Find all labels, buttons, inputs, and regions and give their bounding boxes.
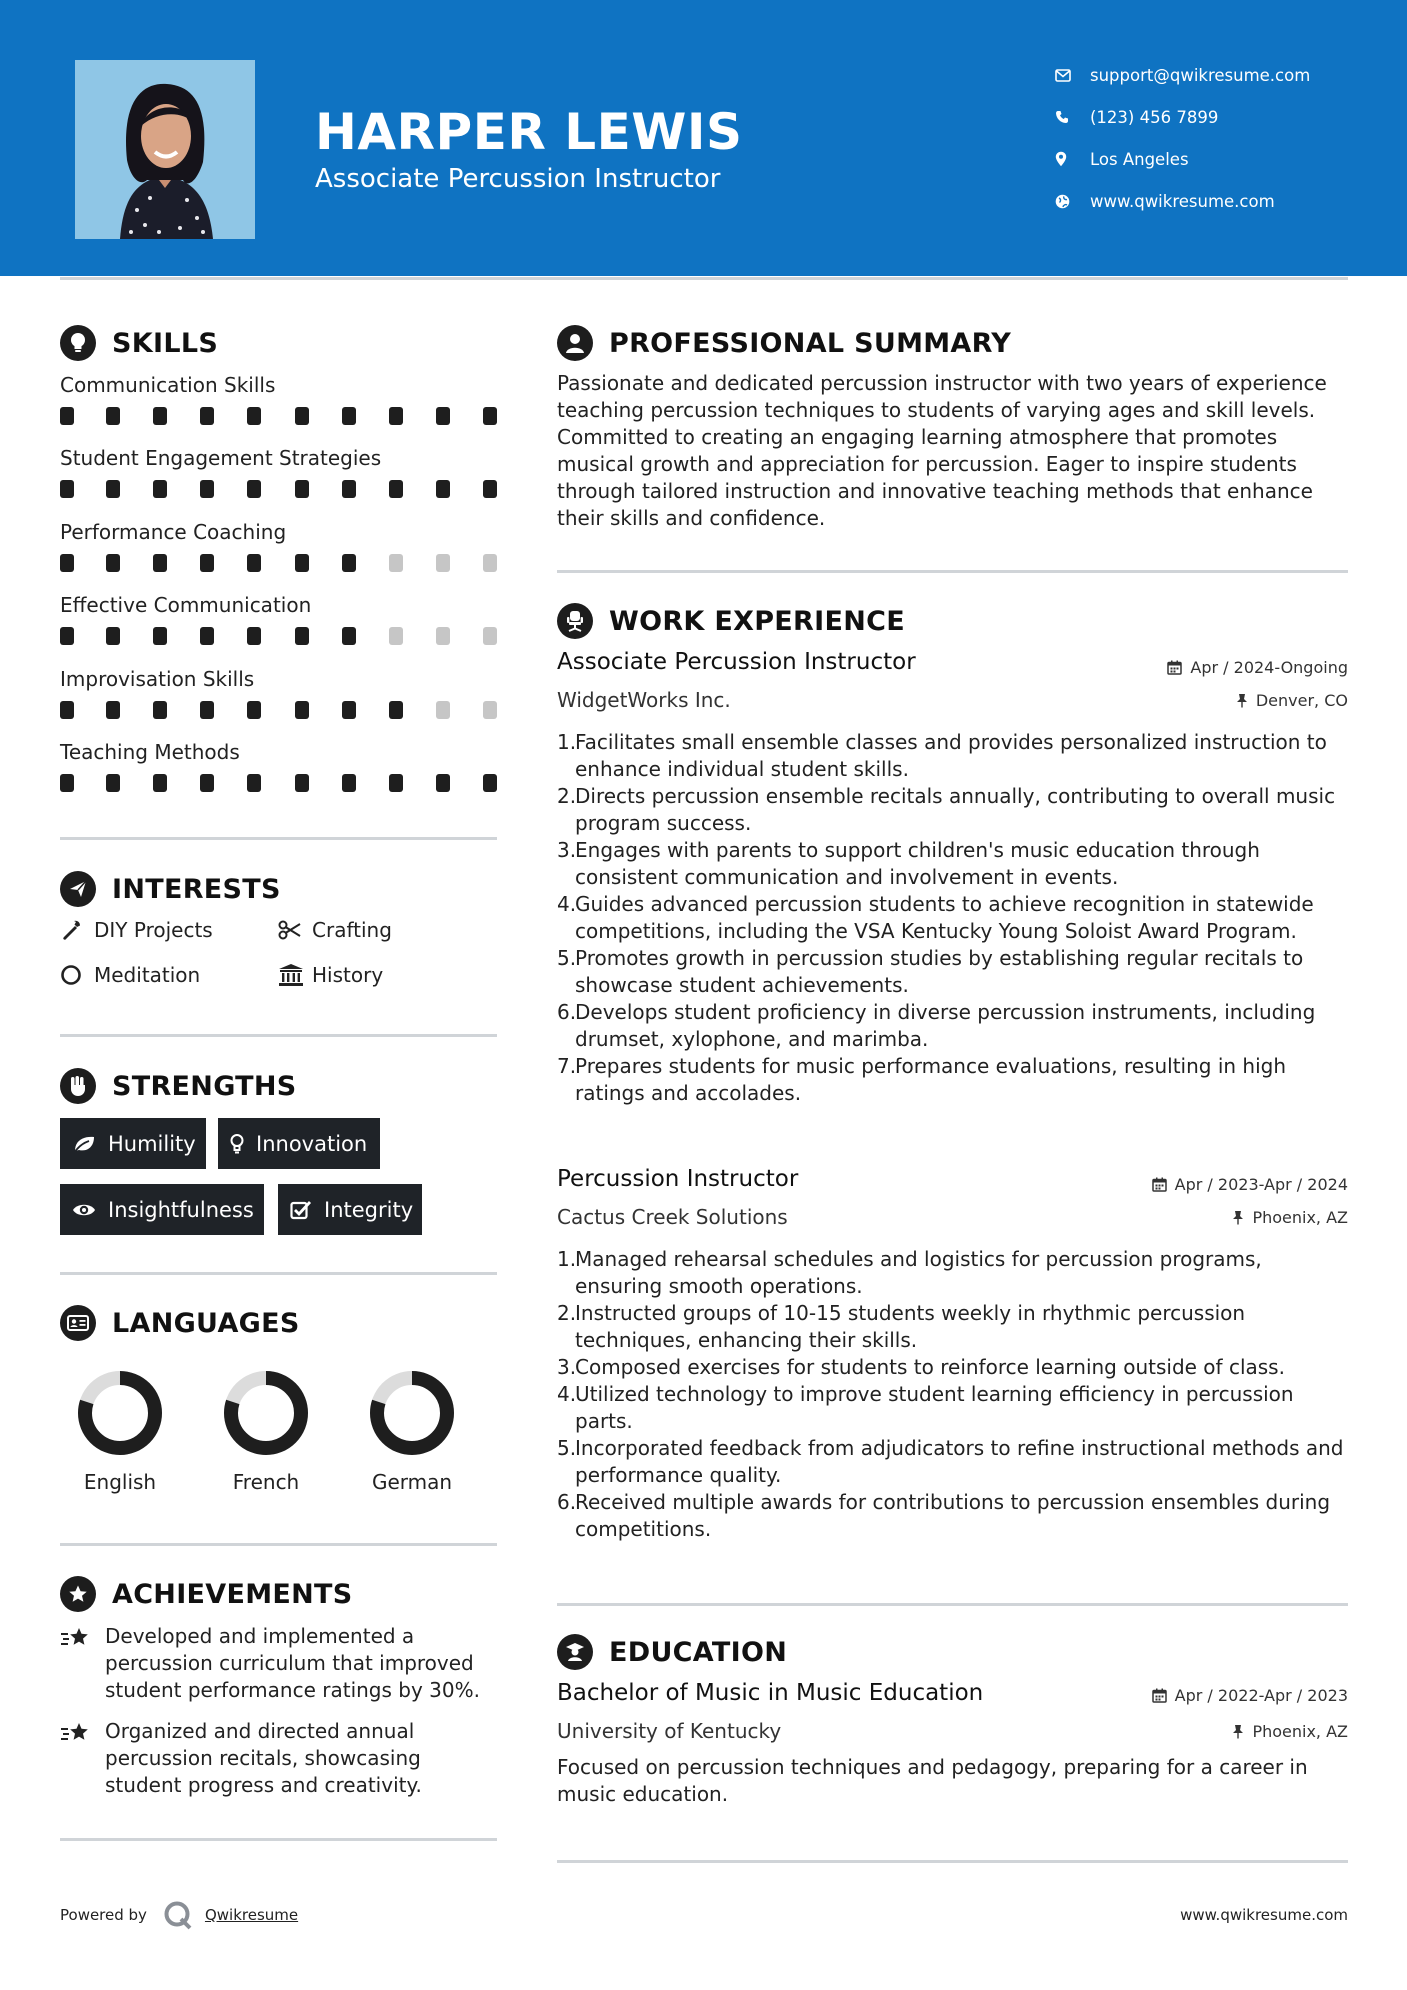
- job-bullet: [557, 891, 1347, 945]
- divider: [557, 1603, 1348, 1606]
- bullet-number: 2.: [557, 784, 577, 808]
- rating-dot-filled: [295, 554, 309, 572]
- rating-dot-filled: [60, 554, 74, 572]
- interests-heading: INTERESTS: [60, 871, 281, 907]
- achievements-heading: ACHIEVEMENTS: [60, 1576, 353, 1612]
- bullet-number: 4.: [557, 1382, 577, 1406]
- skills-heading: SKILLS: [60, 325, 218, 361]
- bullet-text: Develops student proficiency in diverse percussion instruments, including drumset, xylophone, and marimba.: [575, 1000, 1316, 1051]
- wrench-icon: [60, 919, 94, 941]
- skill-rating: [60, 401, 500, 423]
- degree-title: Bachelor of Music in Music Education: [557, 1680, 984, 1706]
- rating-dot-empty: [483, 627, 497, 645]
- rating-dot-filled: [342, 480, 356, 498]
- office-chair-icon: [557, 603, 593, 639]
- header-divider: [60, 277, 1348, 280]
- job-bullet: [557, 1354, 1347, 1381]
- rating-dot-filled: [153, 407, 167, 425]
- rating-dot-filled: [153, 774, 167, 792]
- language-gauge: [75, 1368, 165, 1458]
- rating-dot-filled: [200, 627, 214, 645]
- interest-item: History: [278, 963, 383, 987]
- pushpin-icon: [1236, 693, 1248, 708]
- rating-dot-filled: [436, 480, 450, 498]
- skill-name: Improvisation Skills: [60, 666, 255, 691]
- rating-dot-filled: [153, 554, 167, 572]
- bullet-text: Utilized technology to improve student learning efficiency in percussion parts.: [575, 1382, 1294, 1433]
- achievement-item: Organized and directed annual percussion recitals, showcasing student progress and creativity.: [60, 1718, 500, 1799]
- calendar-icon: [1152, 1688, 1167, 1703]
- rating-dot-empty: [389, 627, 403, 645]
- skill-name: Teaching Methods: [60, 740, 240, 764]
- rating-dot-filled: [153, 627, 167, 645]
- rating-dot-filled: [200, 407, 214, 425]
- skill-name: Performance Coaching: [60, 519, 287, 544]
- rating-dot-filled: [106, 774, 120, 792]
- rating-dot-filled: [200, 554, 214, 572]
- language-gauge: [367, 1368, 457, 1458]
- rating-dot-filled: [106, 701, 120, 719]
- divider: [60, 837, 497, 840]
- rating-dot-filled: [247, 480, 261, 498]
- rating-dot-filled: [389, 480, 403, 498]
- pushpin-icon: [1232, 1210, 1244, 1225]
- rating-dot-filled: [247, 774, 261, 792]
- language-label: English: [83, 1470, 157, 1494]
- bullet-number: 1.: [557, 1247, 577, 1271]
- job-bullet: [557, 1053, 1347, 1107]
- interest-item: Crafting: [278, 918, 392, 942]
- shooting-star-icon: [60, 1718, 105, 1799]
- contact-location: Los Angeles: [1055, 138, 1310, 180]
- header-banner: [0, 0, 1407, 276]
- museum-icon: [278, 963, 312, 987]
- rating-dot-filled: [106, 627, 120, 645]
- company-name: Cactus Creek Solutions: [557, 1205, 788, 1229]
- rating-dot-filled: [60, 480, 74, 498]
- skill-item: [60, 518, 500, 570]
- location-pin-icon: [1055, 151, 1090, 167]
- skill-name: Communication Skills: [60, 373, 276, 397]
- rating-dot-filled: [247, 627, 261, 645]
- calendar-icon: [1167, 660, 1182, 675]
- rating-dot-filled: [247, 701, 261, 719]
- rating-dot-filled: [483, 774, 497, 792]
- rating-dot-empty: [436, 701, 450, 719]
- strength-tag: Insightfulness: [60, 1184, 264, 1235]
- skill-name: Effective Communication: [60, 593, 312, 618]
- language-label: German: [371, 1470, 453, 1494]
- eye-icon: [72, 1202, 96, 1218]
- rating-dot-filled: [483, 407, 497, 425]
- lightbulb-icon: [230, 1133, 244, 1155]
- job-bullet: [557, 999, 1347, 1053]
- job-bullet: [557, 1300, 1347, 1354]
- skill-item: [60, 591, 500, 643]
- rating-dot-filled: [342, 701, 356, 719]
- rating-dot-empty: [436, 554, 450, 572]
- education-location: Phoenix, AZ: [1232, 1722, 1348, 1741]
- globe-icon: [1055, 194, 1090, 209]
- job-bullet: [557, 729, 1347, 783]
- user-icon: [557, 325, 593, 361]
- rating-dot-filled: [153, 480, 167, 498]
- language-label: French: [232, 1470, 300, 1494]
- bullet-number: 2.: [557, 1301, 577, 1325]
- job-dates: Apr / 2023-Apr / 2024: [1152, 1175, 1348, 1194]
- check-square-icon: [290, 1200, 312, 1220]
- rating-dot-filled: [389, 774, 403, 792]
- rating-dot-filled: [153, 701, 167, 719]
- bullet-number: 3.: [557, 1355, 577, 1379]
- language-gauge: [221, 1368, 311, 1458]
- contact-website[interactable]: www.qwikresume.com: [1055, 180, 1310, 222]
- phone-icon: [1055, 110, 1090, 124]
- skill-item: [60, 665, 500, 717]
- bullet-number: 6.: [557, 1000, 577, 1024]
- rating-dot-filled: [436, 774, 450, 792]
- skill-rating: [60, 695, 500, 717]
- skill-rating: [60, 621, 500, 643]
- rating-dot-filled: [247, 407, 261, 425]
- rating-dot-filled: [295, 701, 309, 719]
- job-bullet: [557, 1489, 1347, 1543]
- skill-rating: [60, 768, 500, 790]
- job-bullet: [557, 1381, 1347, 1435]
- languages-heading: LANGUAGES: [60, 1305, 300, 1341]
- shooting-star-icon: [60, 1623, 105, 1704]
- rating-dot-empty: [483, 554, 497, 572]
- job-bullet: [557, 837, 1347, 891]
- skill-item: [60, 371, 500, 423]
- job-dates: Apr / 2024-Ongoing: [1167, 658, 1348, 677]
- language-item: [50, 1368, 190, 1494]
- rating-dot-filled: [106, 480, 120, 498]
- skill-item: [60, 444, 500, 496]
- bullet-text: Facilitates small ensemble classes and provides personalized instruction to enhance individual student skills.: [575, 730, 1327, 781]
- circle-icon: [60, 964, 94, 986]
- rating-dot-filled: [60, 774, 74, 792]
- bullet-text: Managed rehearsal schedules and logistics for percussion programs, ensuring smooth operations.: [575, 1247, 1262, 1298]
- divider: [60, 1838, 497, 1841]
- bullet-text: Incorporated feedback from adjudicators to refine instructional methods and performance quality.: [575, 1436, 1344, 1487]
- education-dates: Apr / 2022-Apr / 2023: [1152, 1686, 1348, 1705]
- rating-dot-empty: [483, 701, 497, 719]
- qwikresume-link[interactable]: Qwikresume: [204, 1906, 299, 1924]
- job-bullet: [557, 1435, 1347, 1489]
- education-heading: EDUCATION: [557, 1634, 787, 1670]
- language-item: [342, 1368, 482, 1494]
- candidate-name: HARPER LEWIS: [315, 103, 743, 161]
- strength-tag: Innovation: [218, 1118, 380, 1169]
- bullet-text: Prepares students for music performance evaluations, resulting in high ratings and accolades.: [575, 1054, 1287, 1105]
- skill-rating: [60, 474, 500, 496]
- divider: [60, 1272, 497, 1275]
- hand-fist-icon: [60, 1068, 96, 1104]
- job-bullet: [557, 1246, 1347, 1300]
- strength-tag: Humility: [60, 1118, 206, 1169]
- job-bullets: [557, 729, 1347, 1107]
- rating-dot-filled: [342, 407, 356, 425]
- divider: [557, 570, 1348, 573]
- rating-dot-filled: [389, 701, 403, 719]
- bullet-text: Engages with parents to support children's music education through consistent communication and involvement in events.: [575, 838, 1260, 889]
- experience-heading: WORK EXPERIENCE: [557, 603, 905, 639]
- profile-photo: [75, 60, 255, 239]
- language-item: [196, 1368, 336, 1494]
- rating-dot-filled: [106, 407, 120, 425]
- graduate-icon: [557, 1634, 593, 1670]
- skill-item: [60, 738, 500, 790]
- job-title: Percussion Instructor: [557, 1166, 799, 1192]
- job-title: Associate Percussion Instructor: [557, 649, 916, 675]
- rating-dot-filled: [200, 701, 214, 719]
- bullet-number: 1.: [557, 730, 577, 754]
- job-bullet: [557, 945, 1347, 999]
- calendar-icon: [1152, 1177, 1167, 1192]
- contact-email[interactable]: support@qwikresume.com: [1055, 54, 1310, 96]
- bullet-text: Composed exercises for students to reinforce learning outside of class.: [575, 1355, 1285, 1379]
- rating-dot-filled: [200, 480, 214, 498]
- strength-tag: Integrity: [278, 1184, 422, 1235]
- star-badge-icon: [60, 1576, 96, 1612]
- divider: [60, 1543, 497, 1546]
- bullet-number: 7.: [557, 1054, 577, 1078]
- skill-rating: [60, 548, 500, 570]
- rating-dot-empty: [389, 554, 403, 572]
- qwikresume-logo-icon: [163, 1900, 193, 1930]
- bullet-text: Directs percussion ensemble recitals annually, contributing to overall music program success.: [575, 784, 1336, 835]
- scissors-icon: [278, 920, 312, 940]
- rating-dot-filled: [295, 407, 309, 425]
- rating-dot-filled: [247, 554, 261, 572]
- divider: [60, 1034, 497, 1037]
- bullet-text: Instructed groups of 10-15 students weekly in rhythmic percussion techniques, enhancing their skills.: [575, 1301, 1246, 1352]
- job-location: Phoenix, AZ: [1232, 1208, 1348, 1227]
- rating-dot-filled: [106, 554, 120, 572]
- rating-dot-filled: [483, 480, 497, 498]
- strengths-heading: STRENGTHS: [60, 1068, 297, 1104]
- bullet-text: Guides advanced percussion students to achieve recognition in statewide competitions, including the VSA Kentucky Young Soloist Award Program.: [575, 892, 1314, 943]
- id-card-icon: [60, 1305, 96, 1341]
- footer-powered-by: Powered by Qwikresume: [60, 1900, 298, 1930]
- skill-name: Student Engagement Strategies: [60, 446, 382, 471]
- bullet-text: Received multiple awards for contributions to percussion ensembles during competitions.: [575, 1490, 1331, 1541]
- rating-dot-filled: [295, 480, 309, 498]
- bullet-number: 4.: [557, 892, 577, 916]
- company-name: WidgetWorks Inc.: [557, 688, 731, 712]
- bullet-text: Promotes growth in percussion studies by establishing regular recitals to showcase student achievements.: [575, 946, 1304, 997]
- footer-website[interactable]: www.qwikresume.com: [1180, 1906, 1348, 1924]
- rating-dot-filled: [436, 407, 450, 425]
- rating-dot-filled: [295, 774, 309, 792]
- bullet-number: 5.: [557, 1436, 577, 1460]
- lightbulb-icon: [60, 325, 96, 361]
- job-bullets: [557, 1246, 1347, 1543]
- rating-dot-filled: [295, 627, 309, 645]
- rating-dot-filled: [342, 554, 356, 572]
- summary-heading: PROFESSIONAL SUMMARY: [557, 325, 1011, 361]
- paper-plane-icon: [60, 871, 96, 907]
- interest-item: DIY Projects: [60, 918, 213, 942]
- job-location: Denver, CO: [1236, 691, 1348, 710]
- divider: [557, 1860, 1348, 1863]
- school-name: University of Kentucky: [557, 1719, 782, 1743]
- interest-item: Meditation: [60, 963, 200, 987]
- rating-dot-empty: [436, 627, 450, 645]
- bullet-number: 6.: [557, 1490, 577, 1514]
- pushpin-icon: [1232, 1724, 1244, 1739]
- summary-text: Passionate and dedicated percussion instructor with two years of experience teaching percussion techniques to students of varying ages and skill levels. Committed to creating an engaging learning atmosphere that promotes musical growth and appreciation for percussion. Eager to inspire students through tailored instruction and innovative teaching methods that enhance their skills and confidence.: [557, 371, 1327, 530]
- rating-dot-filled: [60, 627, 74, 645]
- contact-list: [1055, 54, 1310, 222]
- rating-dot-filled: [342, 627, 356, 645]
- candidate-role: Associate Percussion Instructor: [315, 164, 721, 194]
- leaf-icon: [72, 1134, 96, 1154]
- rating-dot-filled: [200, 774, 214, 792]
- rating-dot-filled: [60, 701, 74, 719]
- job-bullet: [557, 783, 1347, 837]
- achievement-item: Developed and implemented a percussion curriculum that improved student performance ratings by 30%.: [60, 1623, 500, 1704]
- contact-phone[interactable]: (123) 456 7899: [1055, 96, 1310, 138]
- rating-dot-filled: [60, 407, 74, 425]
- bullet-number: 3.: [557, 838, 577, 862]
- mail-icon: [1055, 69, 1090, 82]
- bullet-number: 5.: [557, 946, 577, 970]
- rating-dot-filled: [389, 407, 403, 425]
- education-text: Focused on percussion techniques and pedagogy, preparing for a career in music education.: [557, 1755, 1308, 1806]
- rating-dot-filled: [342, 774, 356, 792]
